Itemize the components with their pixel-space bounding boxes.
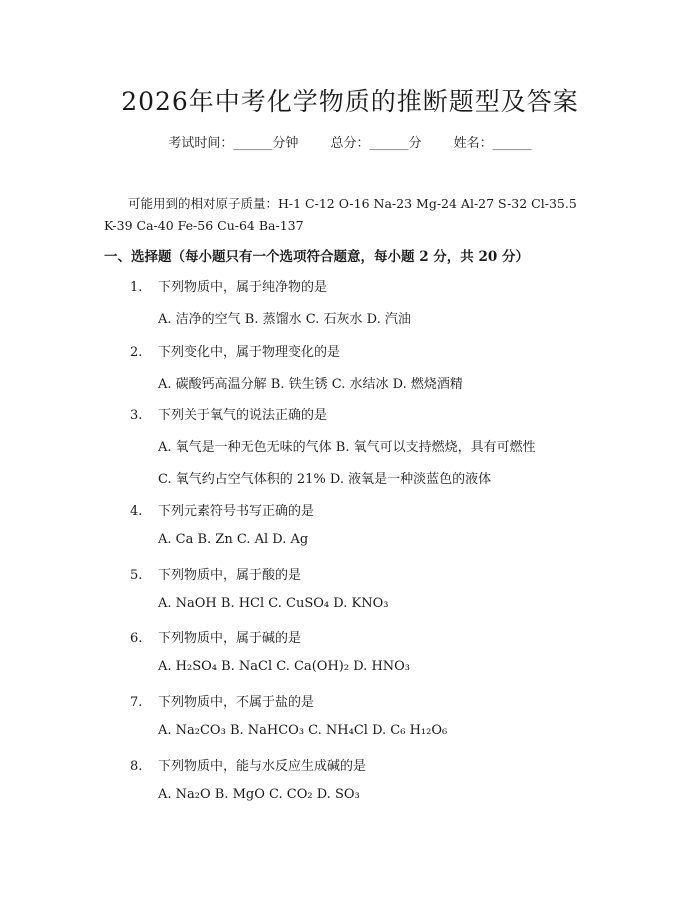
student-name-label: 姓名：______ <box>453 136 532 151</box>
question-number: 7. <box>130 695 143 710</box>
question-number: 2. <box>130 345 143 360</box>
question-1-options: A. 洁净的空气 B. 蒸馏水 C. 石灰水 D. 汽油 <box>158 312 411 327</box>
question-text: 下列物质中，能与水反应生成碱的是 <box>158 759 367 774</box>
question-text: 下列物质中，属于碱的是 <box>158 631 302 646</box>
question-7-options: A. Na₂CO₃ B. NaHCO₃ C. NH₄Cl D. C₆ H₁₂O₆ <box>158 723 448 738</box>
exam-time-label: 考试时间：______分钟 <box>168 136 299 151</box>
question-number: 6. <box>130 631 143 646</box>
question-number: 5. <box>130 568 143 583</box>
question-number: 1. <box>130 280 143 295</box>
question-3 <box>130 404 327 423</box>
question-1 <box>130 276 327 295</box>
question-5 <box>130 564 301 583</box>
question-5-options: A. NaOH B. HCl C. CuSO₄ D. KNO₃ <box>158 596 389 611</box>
question-number: 4. <box>130 504 143 519</box>
question-text: 下列物质中，属于酸的是 <box>158 568 302 583</box>
question-3-options-line-2: C. 氧气约占空气体积的 21% D. 液氧是一种淡蓝色的液体 <box>158 472 492 487</box>
atomic-mass-line-2: K-39 Ca-40 Fe-56 Cu-64 Ba-137 <box>104 218 304 233</box>
page-title: 2026年中考化学物质的推断题型及答案 <box>121 87 579 116</box>
question-number: 8. <box>130 759 143 774</box>
question-text: 下列物质中，属于纯净物的是 <box>158 280 328 295</box>
question-text: 下列元素符号书写正确的是 <box>158 504 315 519</box>
question-text: 下列关于氧气的说法正确的是 <box>158 408 328 423</box>
atomic-mass-note <box>104 193 624 237</box>
question-text: 下列物质中，不属于盐的是 <box>158 695 315 710</box>
exam-meta <box>0 132 700 151</box>
question-number: 3. <box>130 408 143 423</box>
question-2-options: A. 碳酸钙高温分解 B. 铁生锈 C. 水结冰 D. 燃烧酒精 <box>158 377 463 392</box>
question-7 <box>130 691 314 710</box>
question-3-options-line-1: A. 氧气是一种无色无味的气体 B. 氧气可以支持燃烧，具有可燃性 <box>158 440 536 455</box>
question-6-options: A. H₂SO₄ B. NaCl C. Ca(OH)₂ D. HNO₃ <box>158 659 411 674</box>
question-6 <box>130 627 301 646</box>
question-4 <box>130 500 314 519</box>
question-2 <box>130 341 340 360</box>
question-8 <box>130 755 366 774</box>
question-4-options: A. Ca B. Zn C. Al D. Ag <box>158 532 309 547</box>
section-heading-choice: 一、选择题（每小题只有一个选项符合题意，每小题 2 分，共 20 分） <box>104 249 529 265</box>
question-text: 下列变化中，属于物理变化的是 <box>158 345 341 360</box>
question-8-options: A. Na₂O B. MgO C. CO₂ D. SO₃ <box>158 787 360 802</box>
atomic-mass-line-1: 可能用到的相对原子质量：H-1 C-12 O-16 Na-23 Mg-24 Al-27 S-32 Cl-35.5 <box>128 196 577 211</box>
total-score-label: 总分：______分 <box>330 136 422 151</box>
